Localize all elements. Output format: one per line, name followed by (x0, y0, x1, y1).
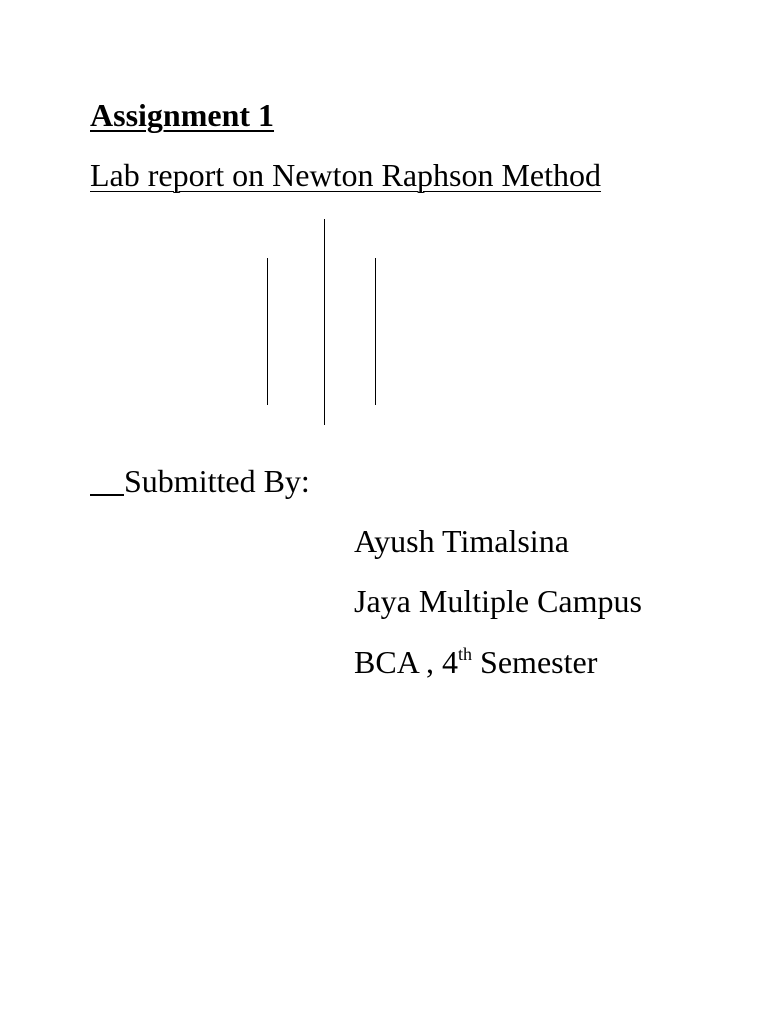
submitted-by-heading (90, 462, 310, 500)
student-name: Ayush Timalsina (354, 523, 569, 559)
report-subtitle: Lab report on Newton Raphson Method (90, 157, 602, 193)
program-semester (354, 643, 597, 681)
campus-name: Jaya Multiple Campus (354, 583, 642, 619)
submitted-by-label: Submitted By: (124, 463, 310, 499)
program-suffix: Semester (472, 644, 598, 680)
vertical-rule-right (375, 258, 376, 405)
vertical-rule-left (267, 258, 268, 405)
program-prefix: BCA , 4 (354, 644, 459, 680)
ordinal-suffix: th (458, 644, 473, 664)
assignment-title: Assignment 1 (90, 97, 275, 133)
vertical-rule-center (324, 219, 325, 425)
underline-blank (90, 458, 124, 496)
